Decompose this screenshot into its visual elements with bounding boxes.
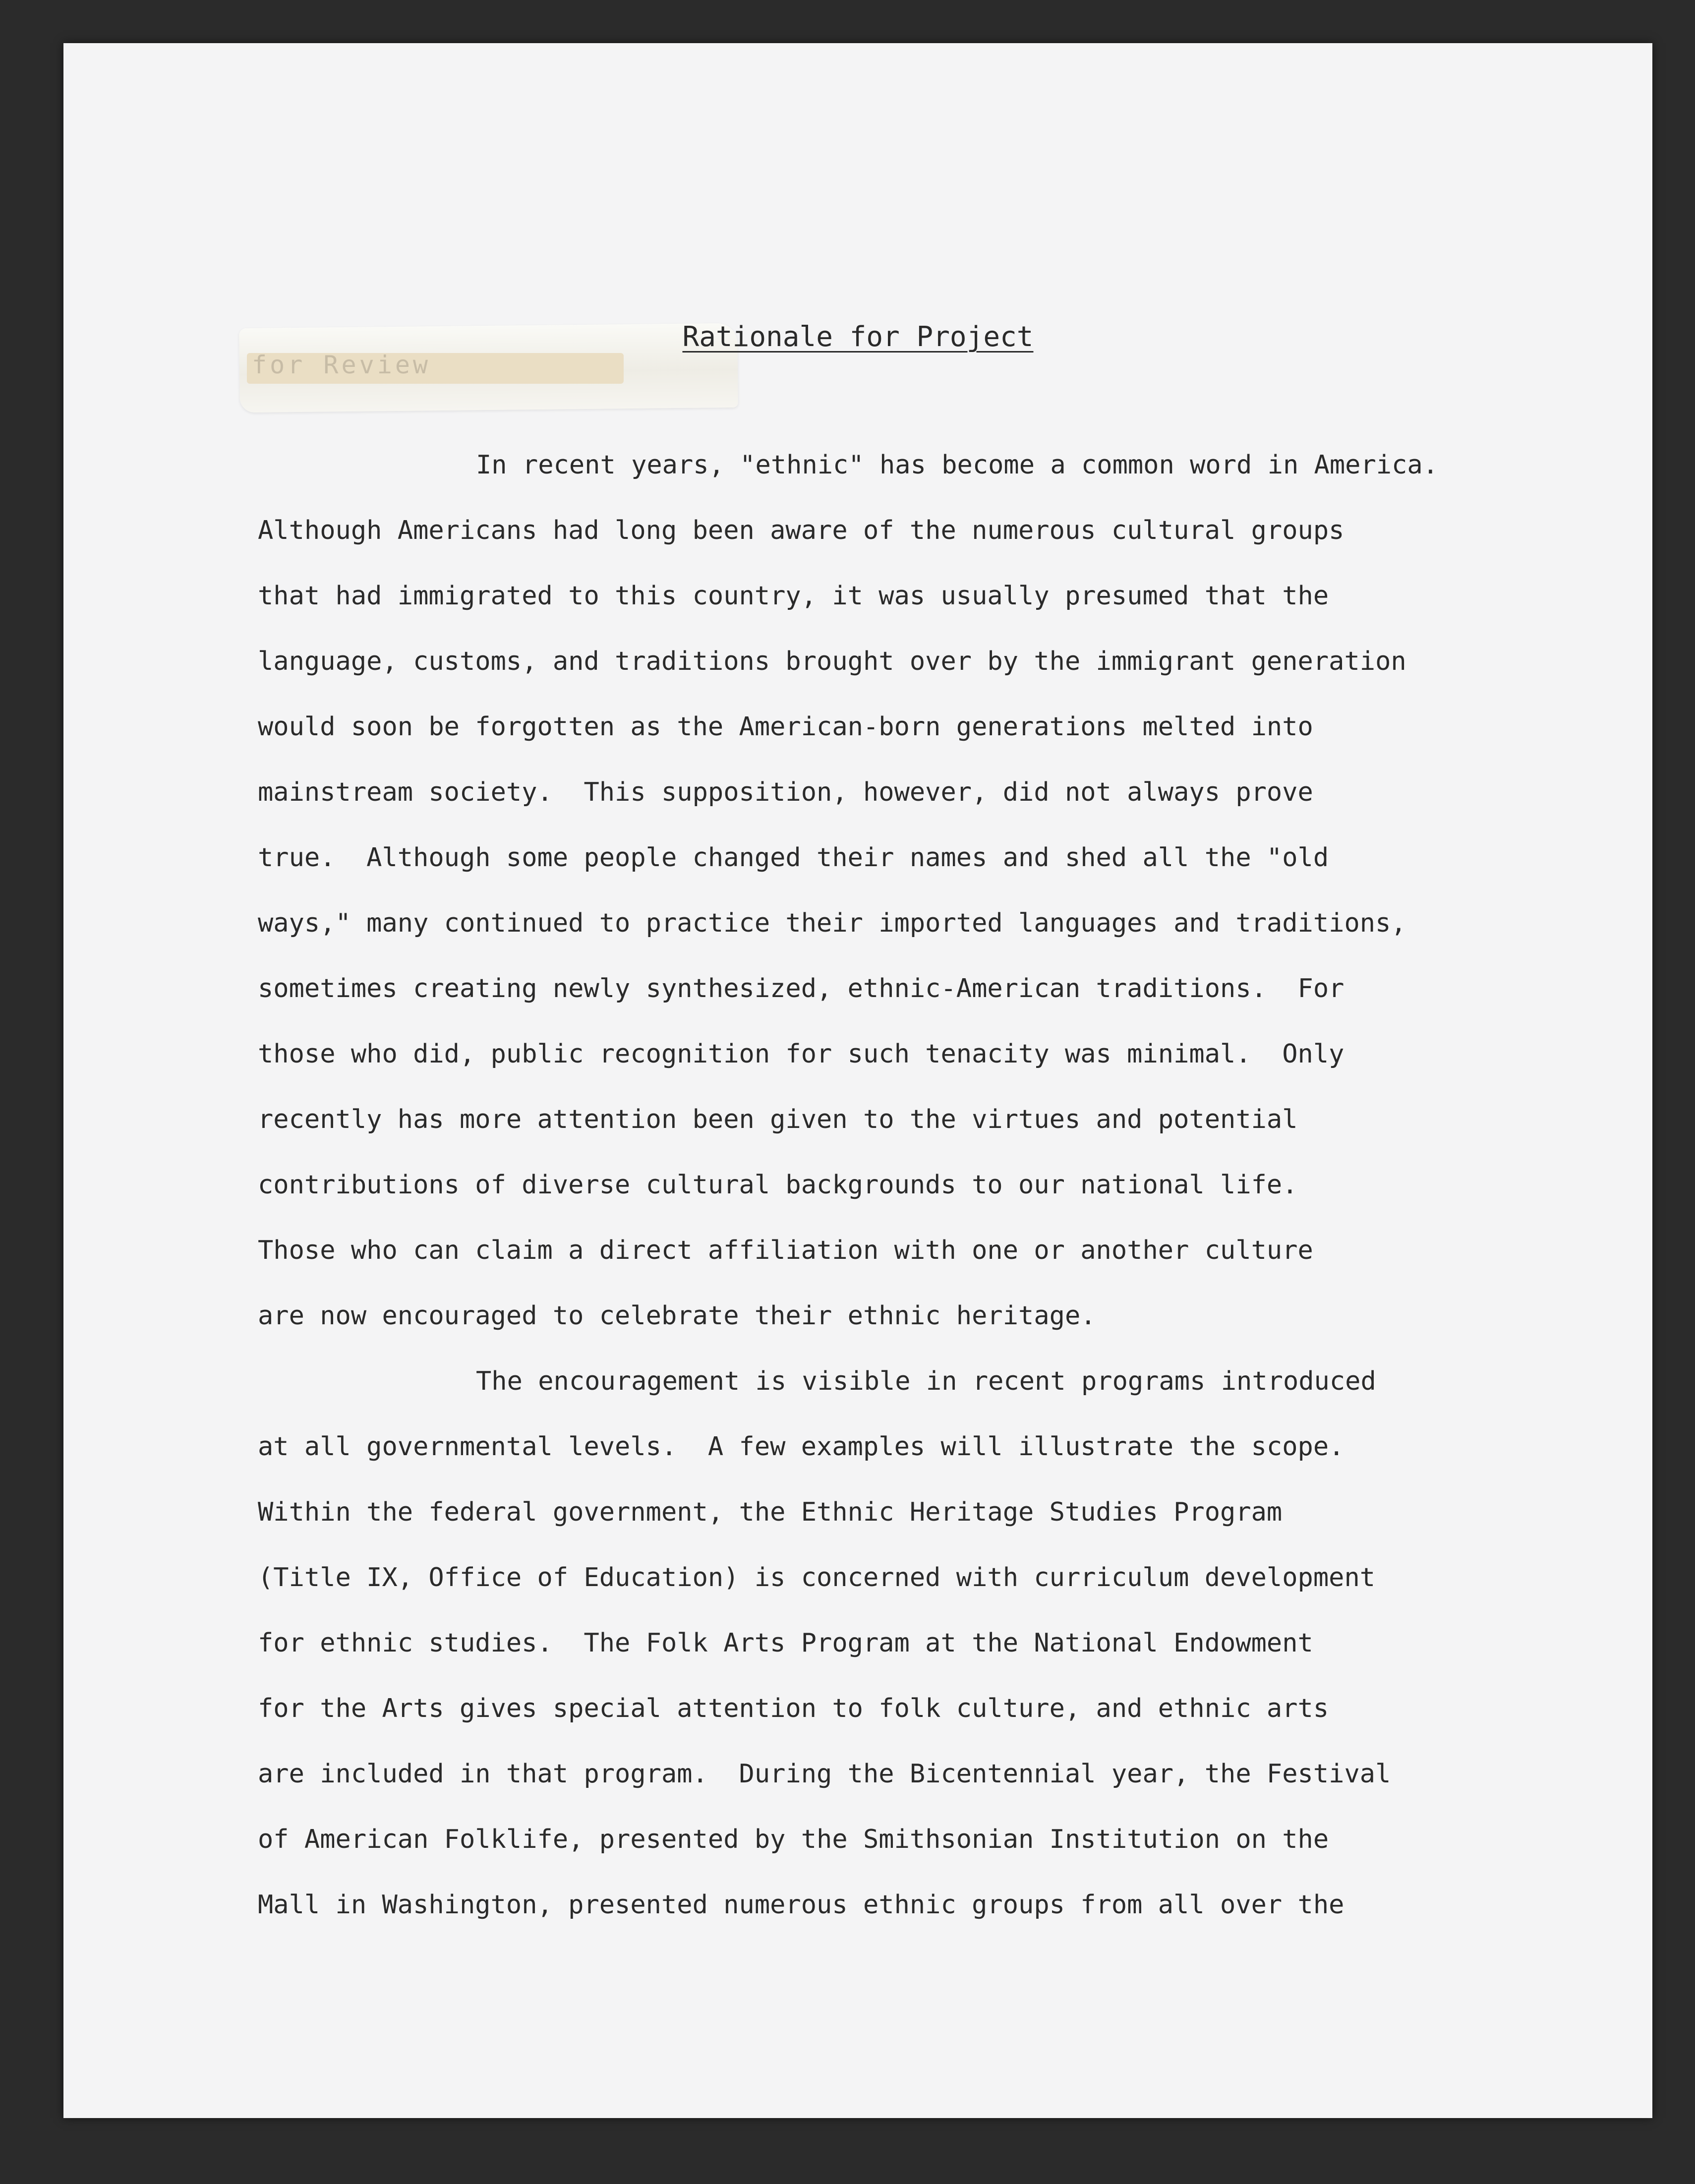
text-line: would soon be forgotten as the American-born generations melted into [258, 712, 1313, 742]
page-title: Rationale for Project [682, 321, 1034, 353]
text-line: Although Americans had long been aware of the numerous cultural groups [258, 516, 1344, 545]
text-line: for ethnic studies. The Folk Arts Program at the National Endowment [258, 1628, 1313, 1658]
text-line: for the Arts gives special attention to folk culture, and ethnic arts [258, 1694, 1329, 1723]
text-line: mainstream society. This supposition, however, did not always prove [258, 777, 1313, 807]
document-page [63, 43, 1652, 2118]
text-line: at all governmental levels. A few examples will illustrate the scope. [258, 1432, 1344, 1462]
text-line: that had immigrated to this country, it was usually presumed that the [258, 581, 1329, 611]
text-line: are included in that program. During the Bicentennial year, the Festival [258, 1759, 1391, 1789]
text-line: Mall in Washington, presented numerous ethnic groups from all over the [258, 1890, 1344, 1920]
text-line: Within the federal government, the Ethnic Heritage Studies Program [258, 1497, 1283, 1527]
text-line: recently has more attention been given to the virtues and potential [258, 1105, 1298, 1134]
tape-residue-text: for Review [252, 351, 431, 379]
text-line: contributions of diverse cultural backgrounds to our national life. [258, 1170, 1298, 1200]
text-line: ways," many continued to practice their imported languages and traditions, [258, 908, 1406, 938]
text-line: (Title IX, Office of Education) is concerned with curriculum development [258, 1563, 1376, 1593]
text-line: those who did, public recognition for such tenacity was minimal. Only [258, 1039, 1344, 1069]
text-line: sometimes creating newly synthesized, ethnic-American traditions. For [258, 974, 1344, 1003]
text-line: true. Although some people changed their names and shed all the "old [258, 843, 1329, 873]
text-line: Those who can claim a direct affiliation with one or another culture [258, 1236, 1313, 1265]
body-text [258, 432, 1557, 1938]
text-line: The encouragement is visible in recent programs introduced [476, 1366, 1376, 1396]
text-line: of American Folklife, presented by the Smithsonian Institution on the [258, 1825, 1329, 1854]
text-line: In recent years, "ethnic" has become a common word in America. [476, 450, 1439, 480]
text-line: language, customs, and traditions brought over by the immigrant generation [258, 647, 1406, 676]
text-line: are now encouraged to celebrate their ethnic heritage. [258, 1301, 1096, 1331]
